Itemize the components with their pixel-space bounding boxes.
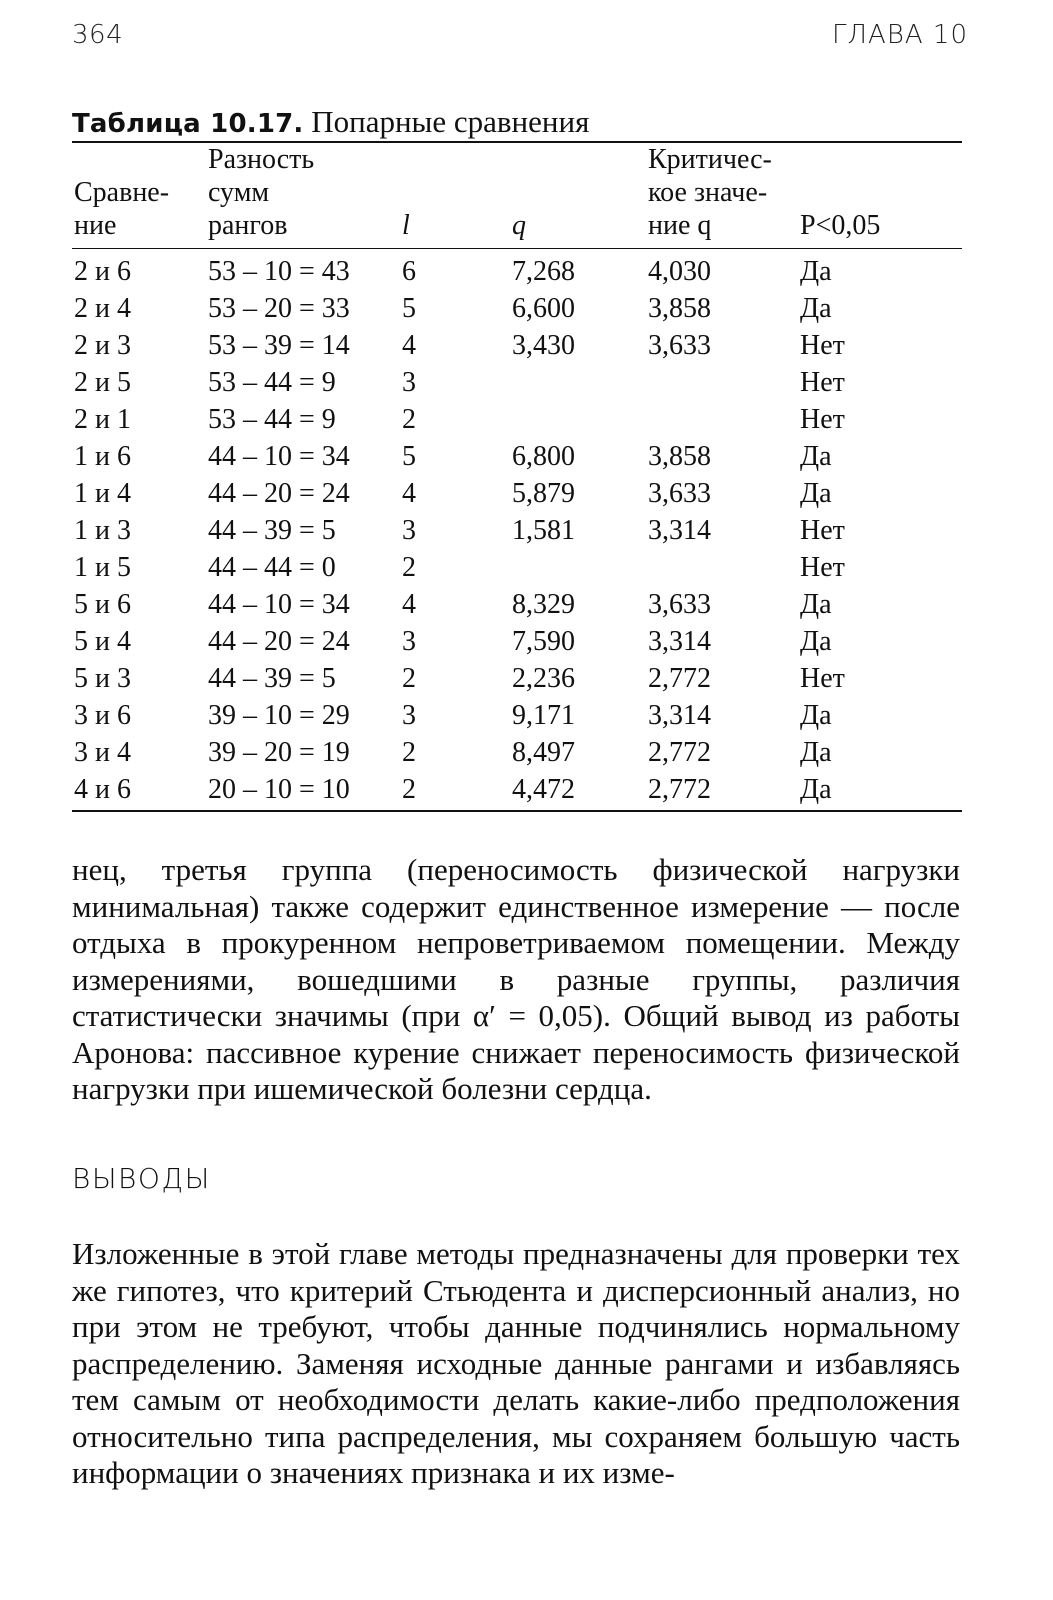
table-row [72, 660, 962, 697]
section-heading: ВЫВОДЫ [72, 1162, 211, 1195]
table-row [72, 586, 962, 623]
cell-l: 6 [402, 256, 416, 287]
paragraph-summary: Изложенные в этой главе методы предназначены для проверки тех же гипотез, что критерий Стьюдента и дисперсионный анализ, но при этом не требуют, чтобы данные подчинялись нормальному распределению. Заменяя исходные данные рангами и избавляясь тем самым от необходимости делать какие-либо предположения относительно типа распределения, мы сохраняем большую часть информации о значениях признака и их изме- [72, 1236, 960, 1490]
cell-comparison: 4 и 6 [74, 774, 131, 805]
cell-l: 3 [402, 700, 416, 731]
cell-critical-q: 3,314 [648, 626, 711, 657]
cell-rank-difference: 44 – 20 = 24 [208, 478, 350, 509]
cell-comparison: 2 и 6 [74, 256, 131, 287]
table-row [72, 697, 962, 734]
column-header-critical-q: Критичес- кое значе- ние q [648, 144, 772, 241]
table-row [72, 549, 962, 586]
cell-critical-q: 3,314 [648, 515, 711, 546]
cell-l: 2 [402, 404, 416, 435]
column-header-comparison: Сравне- ние [74, 177, 170, 241]
cell-rank-difference: 53 – 20 = 33 [208, 293, 350, 324]
cell-significance: Да [800, 256, 832, 287]
cell-q [510, 549, 646, 586]
cell-comparison: 3 и 6 [74, 700, 131, 731]
table-row [72, 734, 962, 771]
table-caption [72, 104, 968, 142]
cell-q: 7,268 [512, 256, 575, 287]
cell-q: 8,497 [512, 737, 575, 768]
cell-rank-difference: 20 – 10 = 10 [208, 774, 350, 805]
table-row [72, 401, 962, 438]
cell-rank-difference: 44 – 10 = 34 [208, 441, 350, 472]
cell-l: 4 [402, 478, 416, 509]
table-caption-label: Таблица 10.17. [72, 109, 304, 139]
cell-rank-difference: 39 – 10 = 29 [208, 700, 350, 731]
cell-rank-difference: 53 – 10 = 43 [208, 256, 350, 287]
cell-comparison: 1 и 5 [74, 552, 131, 583]
table-row [72, 327, 962, 364]
cell-critical-q: 2,772 [648, 737, 711, 768]
cell-comparison: 5 и 6 [74, 589, 131, 620]
cell-critical-q: 3,858 [648, 293, 711, 324]
cell-comparison: 2 и 3 [74, 330, 131, 361]
table-row [72, 512, 962, 549]
cell-comparison: 2 и 1 [74, 404, 131, 435]
cell-l: 2 [402, 737, 416, 768]
paragraph-conclusion: нец, третья группа (переносимость физической нагрузки минимальная) также содержит единственное измерение — после отдыха в прокуренном непроветриваемом помещении. Между измерениями, вошедшими в разные группы, различия статистически значимы (при α′ = 0,05). Общий вывод из работы Аронова: пассивное курение снижает переносимость физической нагрузки при ишемической болезни сердца. [72, 852, 960, 1106]
table-row [72, 623, 962, 660]
table-row [72, 364, 962, 401]
cell-critical-q: 3,858 [648, 441, 711, 472]
cell-significance: Нет [800, 330, 845, 361]
cell-critical-q: 2,772 [648, 774, 711, 805]
cell-q [510, 401, 646, 438]
cell-l: 2 [402, 663, 416, 694]
cell-q: 4,472 [512, 774, 575, 805]
cell-l: 2 [402, 552, 416, 583]
cell-rank-difference: 44 – 20 = 24 [208, 626, 350, 657]
cell-l: 2 [402, 774, 416, 805]
cell-l: 4 [402, 589, 416, 620]
cell-q: 5,879 [512, 478, 575, 509]
cell-rank-difference: 44 – 39 = 5 [208, 663, 336, 694]
cell-critical-q: 3,314 [648, 700, 711, 731]
table-row [72, 475, 962, 512]
cell-significance: Да [800, 441, 832, 472]
cell-significance: Да [800, 589, 832, 620]
cell-q: 2,236 [512, 663, 575, 694]
cell-q: 8,329 [512, 589, 575, 620]
cell-comparison: 1 и 3 [74, 515, 131, 546]
cell-significance: Да [800, 626, 832, 657]
cell-rank-difference: 39 – 20 = 19 [208, 737, 350, 768]
cell-q: 6,600 [512, 293, 575, 324]
cell-q: 3,430 [512, 330, 575, 361]
pairwise-comparisons-table [72, 141, 962, 812]
cell-l: 5 [402, 441, 416, 472]
table-caption-text: Попарные сравнения [311, 104, 590, 139]
cell-l: 3 [402, 626, 416, 657]
column-header-p: P<0,05 [800, 210, 881, 241]
cell-critical-q: 2,772 [648, 663, 711, 694]
cell-critical-q: 4,030 [648, 256, 711, 287]
column-header-l: l [402, 210, 410, 241]
cell-rank-difference: 53 – 39 = 14 [208, 330, 350, 361]
cell-comparison: 5 и 3 [74, 663, 131, 694]
cell-critical-q [646, 401, 798, 438]
cell-significance: Да [800, 293, 832, 324]
cell-significance: Нет [800, 515, 845, 546]
cell-rank-difference: 44 – 10 = 34 [208, 589, 350, 620]
cell-significance: Да [800, 774, 832, 805]
cell-significance: Нет [800, 552, 845, 583]
cell-rank-difference: 44 – 39 = 5 [208, 515, 336, 546]
table-header [72, 142, 962, 249]
cell-comparison: 3 и 4 [74, 737, 131, 768]
cell-critical-q: 3,633 [648, 478, 711, 509]
cell-l: 5 [402, 293, 416, 324]
table-row [72, 249, 962, 291]
cell-significance: Нет [800, 663, 845, 694]
cell-q: 6,800 [512, 441, 575, 472]
cell-rank-difference: 44 – 44 = 0 [208, 552, 336, 583]
page-number: 364 [72, 20, 124, 50]
column-header-rank-difference: Разность сумм рангов [208, 144, 315, 241]
cell-significance: Нет [800, 367, 845, 398]
cell-significance: Да [800, 478, 832, 509]
table-row [72, 290, 962, 327]
cell-critical-q: 3,633 [648, 589, 711, 620]
cell-critical-q: 3,633 [648, 330, 711, 361]
cell-comparison: 2 и 5 [74, 367, 131, 398]
cell-l: 3 [402, 515, 416, 546]
table-row [72, 771, 962, 811]
cell-critical-q [646, 549, 798, 586]
cell-significance: Да [800, 700, 832, 731]
cell-l: 3 [402, 367, 416, 398]
cell-significance: Нет [800, 404, 845, 435]
cell-rank-difference: 53 – 44 = 9 [208, 404, 336, 435]
table-body [72, 249, 962, 812]
cell-q: 1,581 [512, 515, 575, 546]
data-table [72, 141, 962, 812]
running-header [72, 20, 968, 60]
cell-rank-difference: 53 – 44 = 9 [208, 367, 336, 398]
cell-q [510, 364, 646, 401]
cell-comparison: 2 и 4 [74, 293, 131, 324]
cell-l: 4 [402, 330, 416, 361]
chapter-title: ГЛАВА 10 [832, 20, 968, 50]
cell-critical-q [646, 364, 798, 401]
column-header-q: q [512, 210, 526, 241]
cell-q: 9,171 [512, 700, 575, 731]
cell-comparison: 1 и 6 [74, 441, 131, 472]
table-row [72, 438, 962, 475]
cell-q: 7,590 [512, 626, 575, 657]
cell-comparison: 5 и 4 [74, 626, 131, 657]
cell-comparison: 1 и 4 [74, 478, 131, 509]
cell-significance: Да [800, 737, 832, 768]
